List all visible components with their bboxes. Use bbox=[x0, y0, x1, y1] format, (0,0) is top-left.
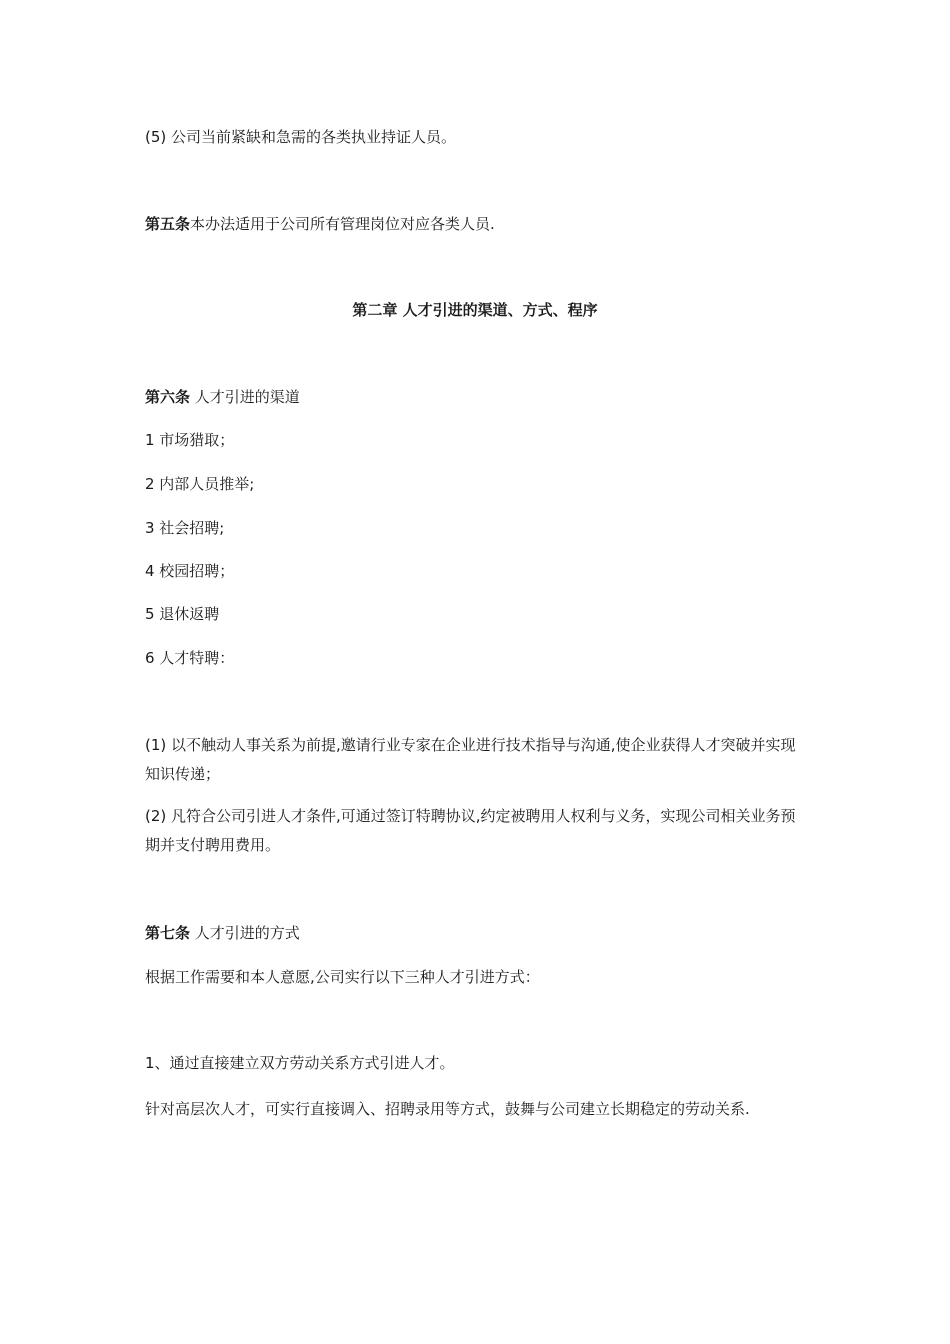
channel-item: 5 退休返聘 bbox=[145, 605, 220, 623]
article-6-label: 第六条 bbox=[145, 388, 191, 406]
article-7-text: 人才引进的方式 bbox=[190, 924, 300, 942]
article-7 bbox=[145, 923, 300, 943]
article-7-label: 第七条 bbox=[145, 924, 191, 942]
article-5-label: 第五条 bbox=[145, 215, 191, 233]
channel-item: 2 内部人员推举; bbox=[145, 475, 255, 493]
special-hire-sub-2: (2) 凡符合公司引进人才条件,可通过签订特聘协议,约定被聘用人权利与义务，实现公司相关业务预期并支付聘用费用。 bbox=[145, 807, 796, 854]
channel-item: 4 校园招聘； bbox=[145, 562, 235, 580]
channel-item: 6 人才特聘： bbox=[145, 649, 235, 667]
channel-item: 1 市场猎取； bbox=[145, 431, 235, 449]
article-7-intro: 根据工作需要和本人意愿,公司实行以下三种人才引进方式： bbox=[145, 968, 540, 986]
special-hire-sub-1: (1) 以不触动人事关系为前提,邀请行业专家在企业进行技术指导与沟通,使企业获得人才突破并实现知识传递； bbox=[145, 736, 796, 783]
article-5 bbox=[145, 214, 495, 234]
method-1-description: 针对高层次人才，可实行直接调入、招聘录用等方式，鼓舞与公司建立长期稳定的劳动关系. bbox=[145, 1100, 750, 1118]
channel-item: 3 社会招聘; bbox=[145, 519, 225, 537]
item-5-text: (5) 公司当前紧缺和急需的各类执业持证人员。 bbox=[145, 128, 457, 146]
article-6-text: 人才引进的渠道 bbox=[190, 388, 300, 406]
article-5-text: 本办法适用于公司所有管理岗位对应各类人员. bbox=[190, 215, 495, 233]
article-6 bbox=[145, 387, 300, 407]
chapter-2-title: 第二章 人才引进的渠道、方式、程序 bbox=[352, 301, 598, 319]
method-1-title: 1、通过直接建立双方劳动关系方式引进人才。 bbox=[145, 1054, 455, 1072]
